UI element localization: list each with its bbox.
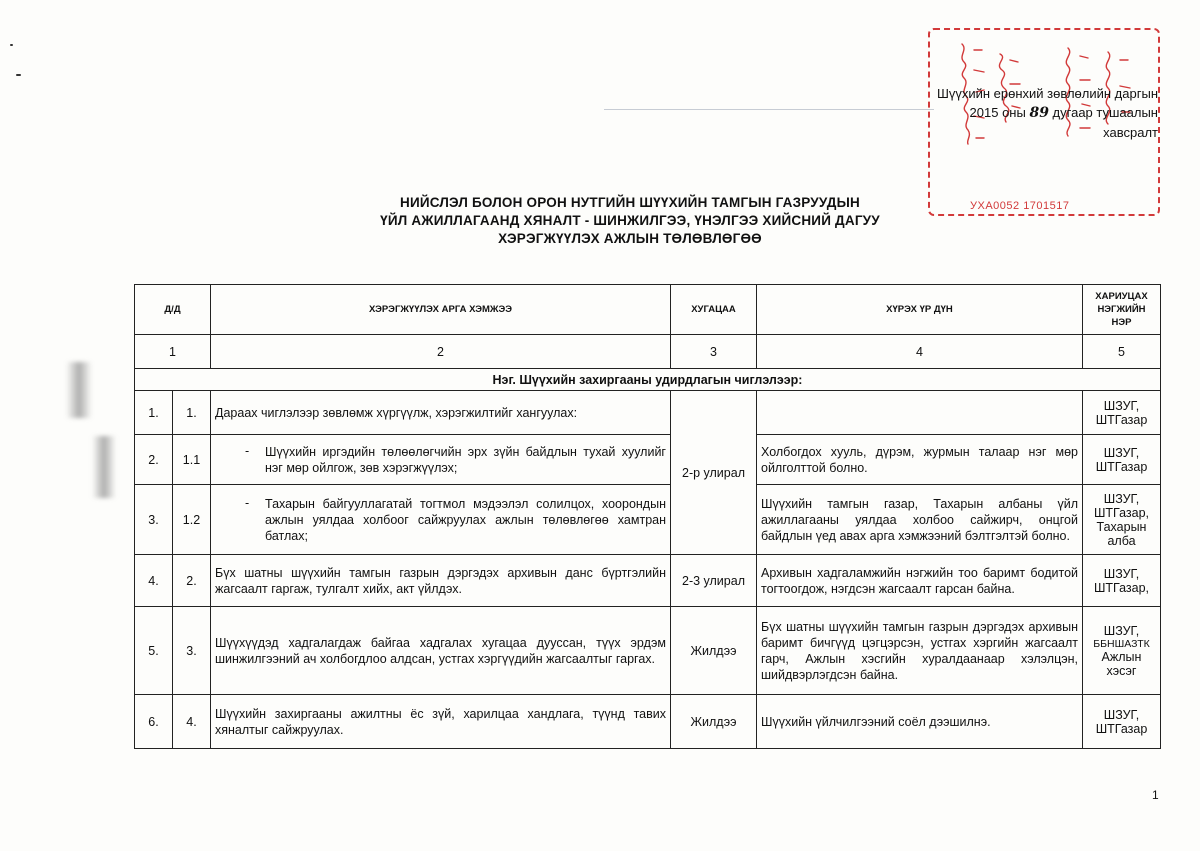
result-cell: Шүүхийн үйлчилгээний соёл дээшилнэ.	[757, 695, 1083, 749]
responsible-line3: Ажлын хэсэг	[1101, 649, 1142, 678]
row-number: 3.	[135, 485, 173, 555]
period-cell: Жилдээ	[671, 695, 757, 749]
title-line3: ХЭРЭГЖҮҮЛЭХ АЖЛЫН ТӨЛӨВЛӨГӨӨ	[498, 231, 762, 246]
column-number-row	[135, 335, 1161, 369]
sub-number: 4.	[173, 695, 211, 749]
header-note-line2-prefix: 2015 оны	[969, 105, 1030, 120]
action-cell: Шүүхийн захиргааны ажилтны ёс зүй, харилцаа хандлага, түүнд тавих хяналтыг сайжруулах.	[211, 695, 671, 749]
period-cell: Жилдээ	[671, 607, 757, 695]
column-number: 3	[671, 335, 757, 369]
header-note-line1: Шүүхийн ерөнхий зөвлөлийн даргын	[936, 86, 1158, 101]
handwritten-order-number: 89	[1029, 105, 1049, 121]
dash-bullet: -	[245, 495, 250, 510]
responsible-cell: ШЗУГ, ШТГазар, Тахарын алба	[1083, 485, 1161, 555]
result-cell: Холбогдох хууль, дүрэм, журмын талаар нэг мөр ойлголттой болно.	[757, 435, 1083, 485]
responsible-cell: ШЗУГ, ШТГазар	[1083, 391, 1161, 435]
result-cell: Архивын хадгаламжийн нэгжийн тоо баримт бодитой тогтоогдож, нэгдсэн жагсаалт гарсан байна.	[757, 555, 1083, 607]
table-row	[135, 555, 1161, 607]
action-cell	[211, 485, 671, 555]
table-row	[135, 391, 1161, 435]
header-note-line3: хавсралт	[1103, 125, 1158, 140]
row-number: 4.	[135, 555, 173, 607]
row-number: 2.	[135, 435, 173, 485]
header-responsible	[1083, 285, 1161, 335]
column-number: 4	[757, 335, 1083, 369]
section-heading: Нэг. Шүүхийн захиргааны удирдлагын чиглэлээр:	[135, 369, 1161, 391]
sub-number: 3.	[173, 607, 211, 695]
result-cell	[757, 391, 1083, 435]
header-responsible-line2: НЭГЖИЙН	[1097, 304, 1146, 315]
result-cell: Бүх шатны шүүхийн тамгын газрын дэргэдэх архивын баримт бичгүүд цэгцэрсэн, устгах хэргийн жагсаалт гарч, Ажлын хэсгийн хуралдаанаар хэлэлцэн, шийдвэрлэгдсэн байна.	[757, 607, 1083, 695]
scan-smudge	[66, 362, 92, 418]
scan-line	[604, 109, 934, 110]
table-row	[135, 695, 1161, 749]
section-row	[135, 369, 1161, 391]
sub-number: 1.1	[173, 435, 211, 485]
column-number: 2	[211, 335, 671, 369]
period-cell: 2-3 улирал	[671, 555, 757, 607]
table-row	[135, 485, 1161, 555]
action-cell: Шүүхүүдэд хадгалагдаж байгаа хадгалах хугацаа дууссан, түүх эрдэм шинжилгээний ач холбогдлоо алдсан, устгах хэргүүдийн жагсаалтыг гаргах.	[211, 607, 671, 695]
action-cell: Бүх шатны шүүхийн тамгын газрын дэргэдэх архивын данс бүртгэлийн жагсаалт гаргаж, тулгалт хийх, акт үйлдэх.	[211, 555, 671, 607]
table-row	[135, 435, 1161, 485]
dash-bullet: -	[245, 443, 250, 458]
responsible-cell: ШЗУГ, ШТГазар	[1083, 435, 1161, 485]
column-number: 5	[1083, 335, 1161, 369]
plan-table	[134, 284, 1161, 749]
action-dash-item	[215, 496, 666, 544]
header-action: ХЭРЭГЖҮҮЛЭХ АРГА ХЭМЖЭЭ	[211, 285, 671, 335]
row-number: 1.	[135, 391, 173, 435]
document-title	[350, 194, 910, 248]
action-dash-item	[215, 444, 666, 476]
column-number: 1	[135, 335, 211, 369]
scan-speck	[10, 44, 13, 46]
row-number: 5.	[135, 607, 173, 695]
period-cell: 2-р улирал	[671, 391, 757, 555]
action-text: Тахарын байгууллагатай тогтмол мэдээлэл солилцох, хоорондын ажлын уялдаа холбоог сайжруулах ажлын төлөвлөгөө хамтран батлах;	[265, 496, 666, 543]
responsible-cell: ШЗУГ, ШТГазар	[1083, 695, 1161, 749]
responsible-cell	[1083, 607, 1161, 695]
header-responsible-line1: ХАРИУЦАХ	[1095, 291, 1148, 302]
header-responsible-line3: НЭР	[1111, 317, 1132, 328]
sub-number: 1.	[173, 391, 211, 435]
responsible-cell: ШЗУГ, ШТГазар,	[1083, 555, 1161, 607]
sub-number: 2.	[173, 555, 211, 607]
header-num: Д/Д	[135, 285, 211, 335]
scan-speck	[16, 74, 21, 76]
responsible-line1: ШЗУГ,	[1103, 623, 1140, 638]
header-result: ХҮРЭХ ҮР ДҮН	[757, 285, 1083, 335]
scan-smudge	[92, 436, 116, 498]
header-row	[135, 285, 1161, 335]
stamp-code: УХА0052 1701517	[970, 200, 1070, 212]
header-note	[937, 84, 1158, 142]
title-line1: НИЙСЛЭЛ БОЛОН ОРОН НУТГИЙН ШҮҮХИЙН ТАМГЫН ГАЗРУУДЫН	[400, 195, 860, 210]
row-number: 6.	[135, 695, 173, 749]
header-note-line2-suffix: дугаар тушаалын	[1048, 105, 1158, 120]
header-note-line2	[937, 103, 1158, 123]
title-line2: ҮЙЛ АЖИЛЛАГААНД ХЯНАЛТ - ШИНЖИЛГЭЭ, ҮНЭЛГЭЭ ХИЙСНИЙ ДАГУУ	[380, 213, 880, 228]
result-cell: Шүүхийн тамгын газар, Тахарын албаны үйл ажиллагааны уялдаа холбоо сайжирч, онцгой байдлын үед авах арга хэмжээний бэлтгэлтэй болно.	[757, 485, 1083, 555]
page-number: 1	[1152, 788, 1159, 802]
action-cell	[211, 435, 671, 485]
table-row	[135, 607, 1161, 695]
action-text: Шүүхийн иргэдийн төлөөлөгчийн эрх зүйн байдлын тухай хуулийг нэг мөр ойлгож, зөв хэрэгжүүлэх;	[265, 444, 666, 475]
sub-number: 1.2	[173, 485, 211, 555]
responsible-line2: ББНШАЗТК	[1093, 637, 1150, 650]
header-period: ХУГАЦАА	[671, 285, 757, 335]
action-cell: Дараах чиглэлээр зөвлөмж хүргүүлж, хэрэгжилтийг хангуулах:	[211, 391, 671, 435]
